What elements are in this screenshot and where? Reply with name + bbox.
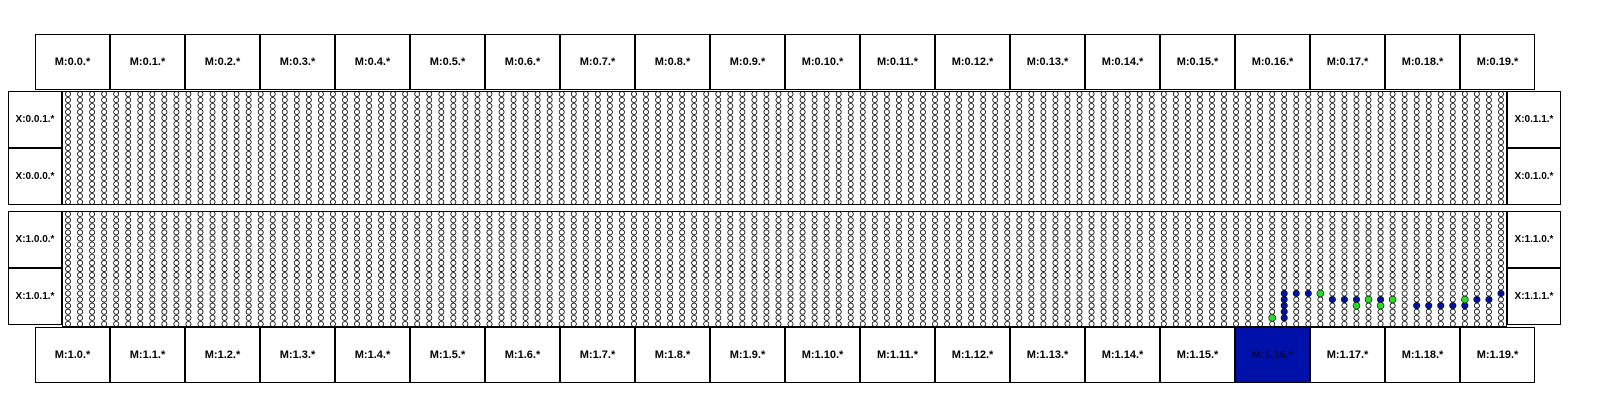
route-node-16	[1438, 302, 1444, 308]
top-module-5[interactable]: M:0.5.*	[410, 34, 485, 90]
left-label-2: X:1.0.0.*	[8, 211, 62, 268]
route-node-10	[1353, 296, 1359, 302]
lower-node-grid	[62, 211, 1507, 327]
route-node-0	[1281, 290, 1287, 296]
bottom-module-3[interactable]: M:1.3.*	[260, 327, 335, 383]
top-module-6[interactable]: M:0.6.*	[485, 34, 560, 90]
right-label-2: X:1.1.0.*	[1507, 211, 1561, 268]
endpoint-node-3	[1365, 296, 1372, 303]
endpoint-node-5	[1389, 296, 1396, 303]
upper-nodes	[66, 91, 1504, 204]
top-module-8[interactable]: M:0.8.*	[635, 34, 710, 90]
bottom-module-13[interactable]: M:1.13.*	[1010, 327, 1085, 383]
upper-node-grid	[62, 91, 1507, 205]
top-module-16[interactable]: M:0.16.*	[1235, 34, 1310, 90]
endpoint-node-1	[1317, 290, 1324, 297]
top-module-13[interactable]: M:0.13.*	[1010, 34, 1085, 90]
bottom-module-8[interactable]: M:1.8.*	[635, 327, 710, 383]
top-module-14[interactable]: M:0.14.*	[1085, 34, 1160, 90]
right-label-0: X:0.1.1.*	[1507, 91, 1561, 148]
bottom-module-0[interactable]: M:1.0.*	[35, 327, 110, 383]
route-node-20	[1486, 296, 1492, 302]
top-module-19[interactable]: M:0.19.*	[1460, 34, 1535, 90]
bottom-module-11[interactable]: M:1.11.*	[860, 327, 935, 383]
lower-nodes	[65, 211, 1503, 326]
left-label-3: X:1.0.1.*	[8, 268, 62, 325]
bottom-module-4[interactable]: M:1.4.*	[335, 327, 410, 383]
bottom-module-2[interactable]: M:1.2.*	[185, 327, 260, 383]
top-module-7[interactable]: M:0.7.*	[560, 34, 635, 90]
right-label-1: X:0.1.0.*	[1507, 148, 1561, 205]
bottom-module-9[interactable]: M:1.9.*	[710, 327, 785, 383]
endpoint-node-2	[1353, 302, 1360, 309]
top-module-15[interactable]: M:0.15.*	[1160, 34, 1235, 90]
bottom-module-17[interactable]: M:1.17.*	[1310, 327, 1385, 383]
route-node-17	[1450, 302, 1456, 308]
route-node-6	[1305, 290, 1311, 296]
top-module-18[interactable]: M:0.18.*	[1385, 34, 1460, 90]
bottom-module-10[interactable]: M:1.10.*	[785, 327, 860, 383]
route-node-12	[1377, 296, 1383, 302]
route-node-1	[1281, 296, 1287, 302]
top-module-12[interactable]: M:0.12.*	[935, 34, 1010, 90]
route-node-9	[1341, 296, 1347, 302]
bottom-module-1[interactable]: M:1.1.*	[110, 327, 185, 383]
route-node-19	[1474, 296, 1480, 302]
bottom-module-18[interactable]: M:1.18.*	[1385, 327, 1460, 383]
top-module-11[interactable]: M:0.11.*	[860, 34, 935, 90]
top-module-3[interactable]: M:0.3.*	[260, 34, 335, 90]
bottom-module-5[interactable]: M:1.5.*	[410, 327, 485, 383]
endpoint-node-0	[1269, 314, 1276, 321]
route-node-2	[1281, 302, 1287, 308]
top-module-0[interactable]: M:0.0.*	[35, 34, 110, 90]
bottom-module-16[interactable]: M:1.16.*	[1235, 327, 1310, 383]
route-node-21	[1498, 290, 1504, 296]
right-label-3: X:1.1.1.*	[1507, 268, 1561, 325]
endpoint-node-4	[1377, 302, 1384, 309]
bottom-module-12[interactable]: M:1.12.*	[935, 327, 1010, 383]
left-label-1: X:0.0.0.*	[8, 148, 62, 205]
route-node-3	[1281, 309, 1287, 315]
top-module-4[interactable]: M:0.4.*	[335, 34, 410, 90]
route-node-14	[1413, 302, 1419, 308]
endpoint-node-6	[1461, 296, 1468, 303]
top-module-10[interactable]: M:0.10.*	[785, 34, 860, 90]
top-module-9[interactable]: M:0.9.*	[710, 34, 785, 90]
top-module-1[interactable]: M:0.1.*	[110, 34, 185, 90]
bottom-module-14[interactable]: M:1.14.*	[1085, 327, 1160, 383]
route-node-18	[1462, 302, 1468, 308]
route-node-15	[1426, 302, 1432, 308]
top-module-2[interactable]: M:0.2.*	[185, 34, 260, 90]
bottom-module-19[interactable]: M:1.19.*	[1460, 327, 1535, 383]
left-label-0: X:0.0.1.*	[8, 91, 62, 148]
bottom-module-7[interactable]: M:1.7.*	[560, 327, 635, 383]
top-module-17[interactable]: M:0.17.*	[1310, 34, 1385, 90]
bottom-module-6[interactable]: M:1.6.*	[485, 327, 560, 383]
bottom-module-15[interactable]: M:1.15.*	[1160, 327, 1235, 383]
route-node-5	[1293, 290, 1299, 296]
route-node-4	[1281, 315, 1287, 321]
route-node-8	[1329, 296, 1335, 302]
